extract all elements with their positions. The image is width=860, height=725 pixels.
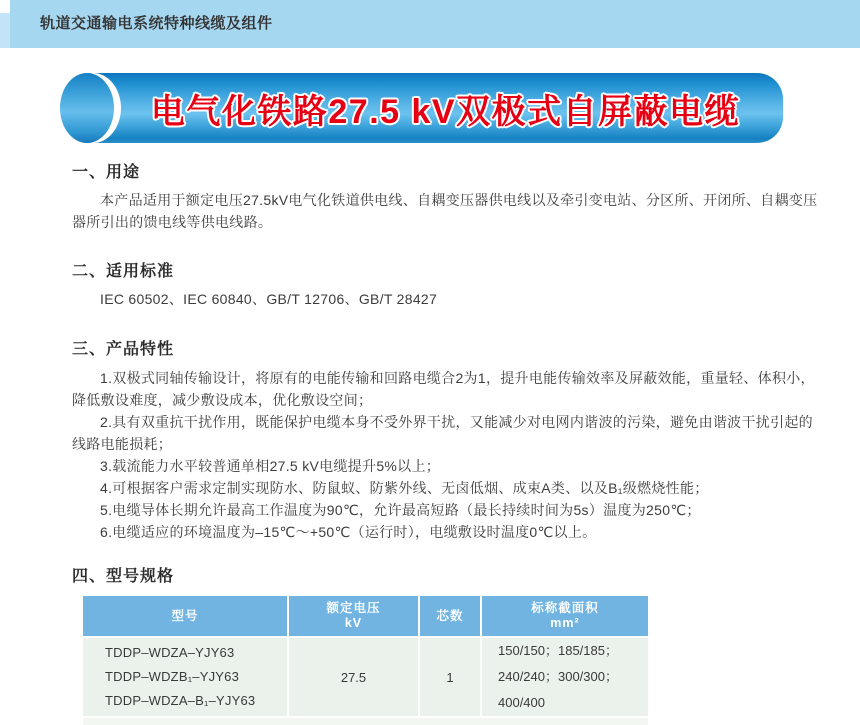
feature-item: 6.电缆适应的环境温度为–15℃～+50℃（运行时），电缆敷设时温度0℃以上。: [100, 524, 597, 540]
cell-core-count: 1: [420, 638, 480, 716]
column-header-core-count: [420, 596, 480, 636]
column-header-unit: mm²: [550, 616, 580, 630]
cell-rated-voltage: 27.5: [289, 638, 418, 716]
cross-section-line: 150/150；185/185；: [498, 643, 618, 658]
column-header-label: 额定电压: [326, 601, 381, 615]
table-bottom-strip: [83, 718, 648, 725]
usage-paragraph: 本产品适用于额定电压27.5kV电气化铁道供电线、自耦变压器供电线以及牵引变电站、分区所、开闭所、自耦变压器所引出的馈电线等供电线路。: [72, 192, 818, 230]
document-content: [0, 159, 860, 586]
standards-paragraph: IEC 60502、IEC 60840、GB/T 12706、GB/T 28427: [100, 291, 438, 307]
spec-table-body-row: [83, 638, 648, 716]
product-banner: [60, 73, 783, 143]
spec-table-header-row: [83, 596, 648, 636]
cell-models: [83, 638, 287, 716]
column-header-label: 型号: [171, 608, 199, 623]
column-header-unit: kV: [344, 616, 363, 630]
column-header-label: 芯数: [436, 608, 464, 623]
feature-item: 2.具有双重抗干扰作用，既能保护电缆本身不受外界干扰，又能减少对电网内谐波的污染，避免由谐波干扰引起的线路电能损耗；: [72, 414, 813, 452]
model-name: TDDP–WDZB₁–YJY63: [105, 669, 240, 684]
cross-section-line: 240/240；300/300；: [498, 669, 618, 684]
section-heading-usage: 一、用途: [72, 164, 141, 181]
page-header: [0, 0, 860, 48]
product-title: 电气化铁路27.5 kV双极式自屏蔽电缆: [150, 92, 741, 131]
section-heading-features: 三、产品特性: [72, 341, 175, 358]
model-name: TDDP–WDZA–B₁–YJY63: [105, 693, 256, 708]
section-heading-standards: 二、适用标准: [72, 263, 175, 280]
feature-item: 4.可根据客户需求定制实现防水、防鼠蚁、防紫外线、无卤低烟、成束A类、以及B₁级燃烧性能；: [100, 480, 709, 496]
feature-item: 3.载流能力水平较普通单相27.5 kV电缆提升5%以上；: [100, 458, 441, 474]
column-header-rated-voltage: [289, 596, 418, 636]
column-header-cross-section: [482, 596, 648, 636]
header-corner-notch: [0, 0, 10, 13]
section-heading-models: 四、型号规格: [72, 568, 175, 585]
cell-cross-sections: [482, 638, 648, 716]
feature-item: 1.双极式同轴传输设计，将原有的电能传输和回路电缆合2为1，提升电能传输效率及屏蔽效能，重量轻、体积小，降低敷设难度，减少敷设成本，优化敷设空间；: [72, 370, 815, 408]
feature-item: 5.电缆导体长期允许最高工作温度为90℃，允许最高短路（最长持续时间为5s）温度为250℃；: [100, 502, 701, 518]
page-header-title: 轨道交通输电系统特种线缆及组件: [40, 15, 273, 32]
cross-section-line: 400/400: [498, 695, 545, 710]
column-header-model: [83, 596, 287, 636]
spec-table: [83, 596, 648, 716]
column-header-label: 标称截面积: [531, 601, 599, 615]
model-name: TDDP–WDZA–YJY63: [105, 645, 235, 660]
cable-end-cap: [60, 73, 114, 143]
